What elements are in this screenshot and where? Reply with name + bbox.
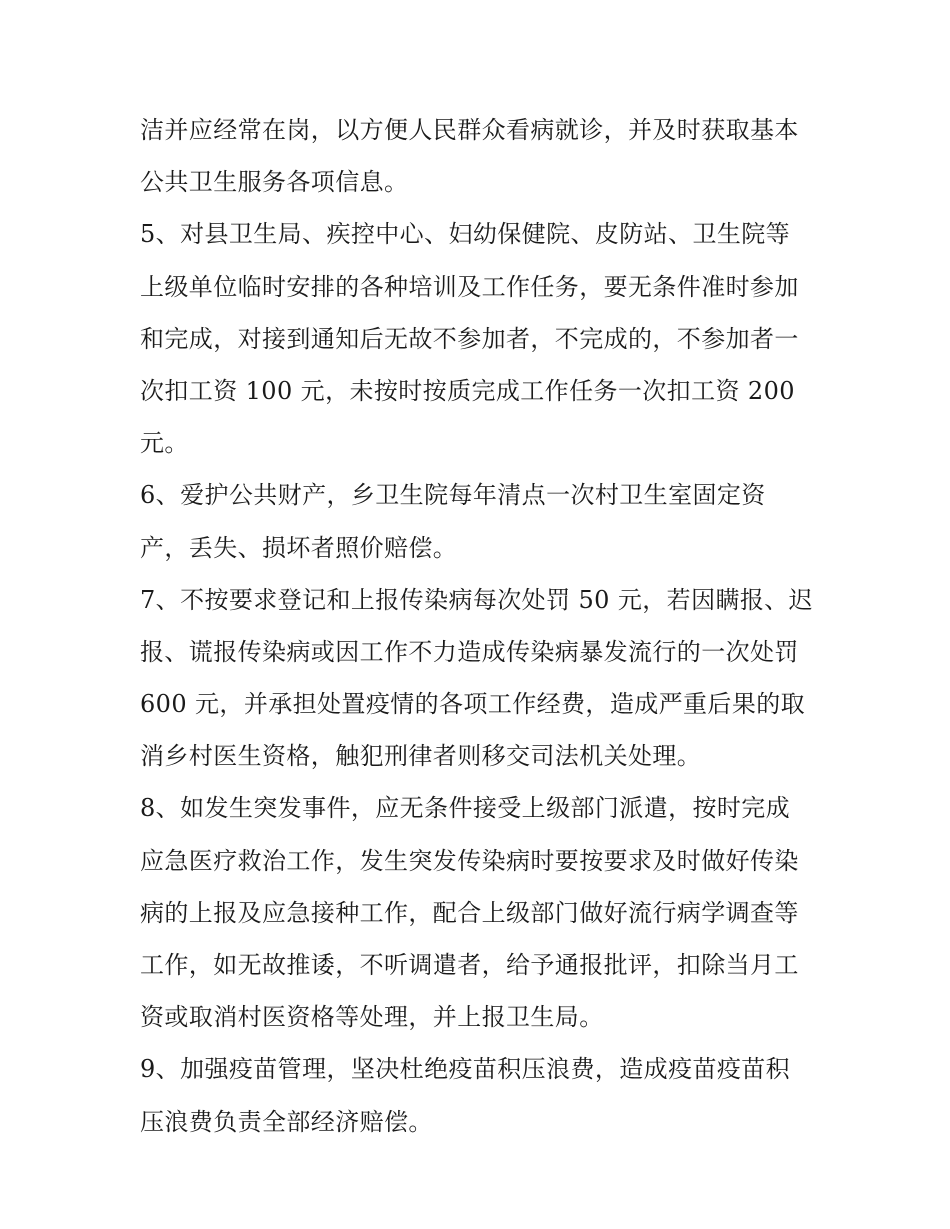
text-line: 元。 [140,429,189,458]
text-line: 应急医疗救治工作，发生突发传染病时要按要求及时做好传染 [140,846,799,875]
text-line: 公共卫生服务各项信息。 [140,168,409,197]
text-line: 和完成，对接到通知后无故不参加者，不完成的，不参加者一 [140,324,799,353]
text-line: 消乡村医生资格，触犯刑律者则移交司法机关处理。 [140,742,702,771]
text-line: 洁并应经常在岗，以方便人民群众看病就诊，并及时获取基本 [140,116,799,144]
text-line: 产，丢失、损坏者照价赔偿。 [140,533,458,562]
text-line: 资或取消村医资格等处理，并上报卫生局。 [140,1003,604,1032]
text-line: 压浪费负责全部经济赔偿。 [140,1107,433,1136]
text-line: 病的上报及应急接种工作，配合上级部门做好流行病学调查等 [140,898,799,927]
text-line: 9、加强疫苗管理，坚决杜绝疫苗积压浪费，造成疫苗疫苗积 [140,1055,791,1084]
text-line: 6、爱护公共财产，乡卫生院每年清点一次村卫生室固定资 [140,481,766,510]
document-body [140,104,812,1148]
text-line: 报、谎报传染病或因工作不力造成传染病暴发流行的一次处罚 [140,637,799,666]
text-line: 上级单位临时安排的各种培训及工作任务，要无条件准时参加 [140,272,799,301]
text-line: 600 元，并承担处置疫情的各项工作经费，造成严重后果的取 [140,690,806,719]
text-line: 次扣工资 100 元，未按时按质完成工作任务一次扣工资 200 [140,376,795,405]
text-line: 8、如发生突发事件，应无条件接受上级部门派遣，按时完成 [140,794,791,823]
text-line: 工作，如无故推诿，不听调遣者，给予通报批评，扣除当月工 [140,951,799,979]
text-line: 5、对县卫生局、疾控中心、妇幼保健院、皮防站、卫生院等 [140,220,791,249]
text-line: 7、不按要求登记和上报传染病每次处罚 50 元，若因瞒报、迟 [140,585,814,614]
